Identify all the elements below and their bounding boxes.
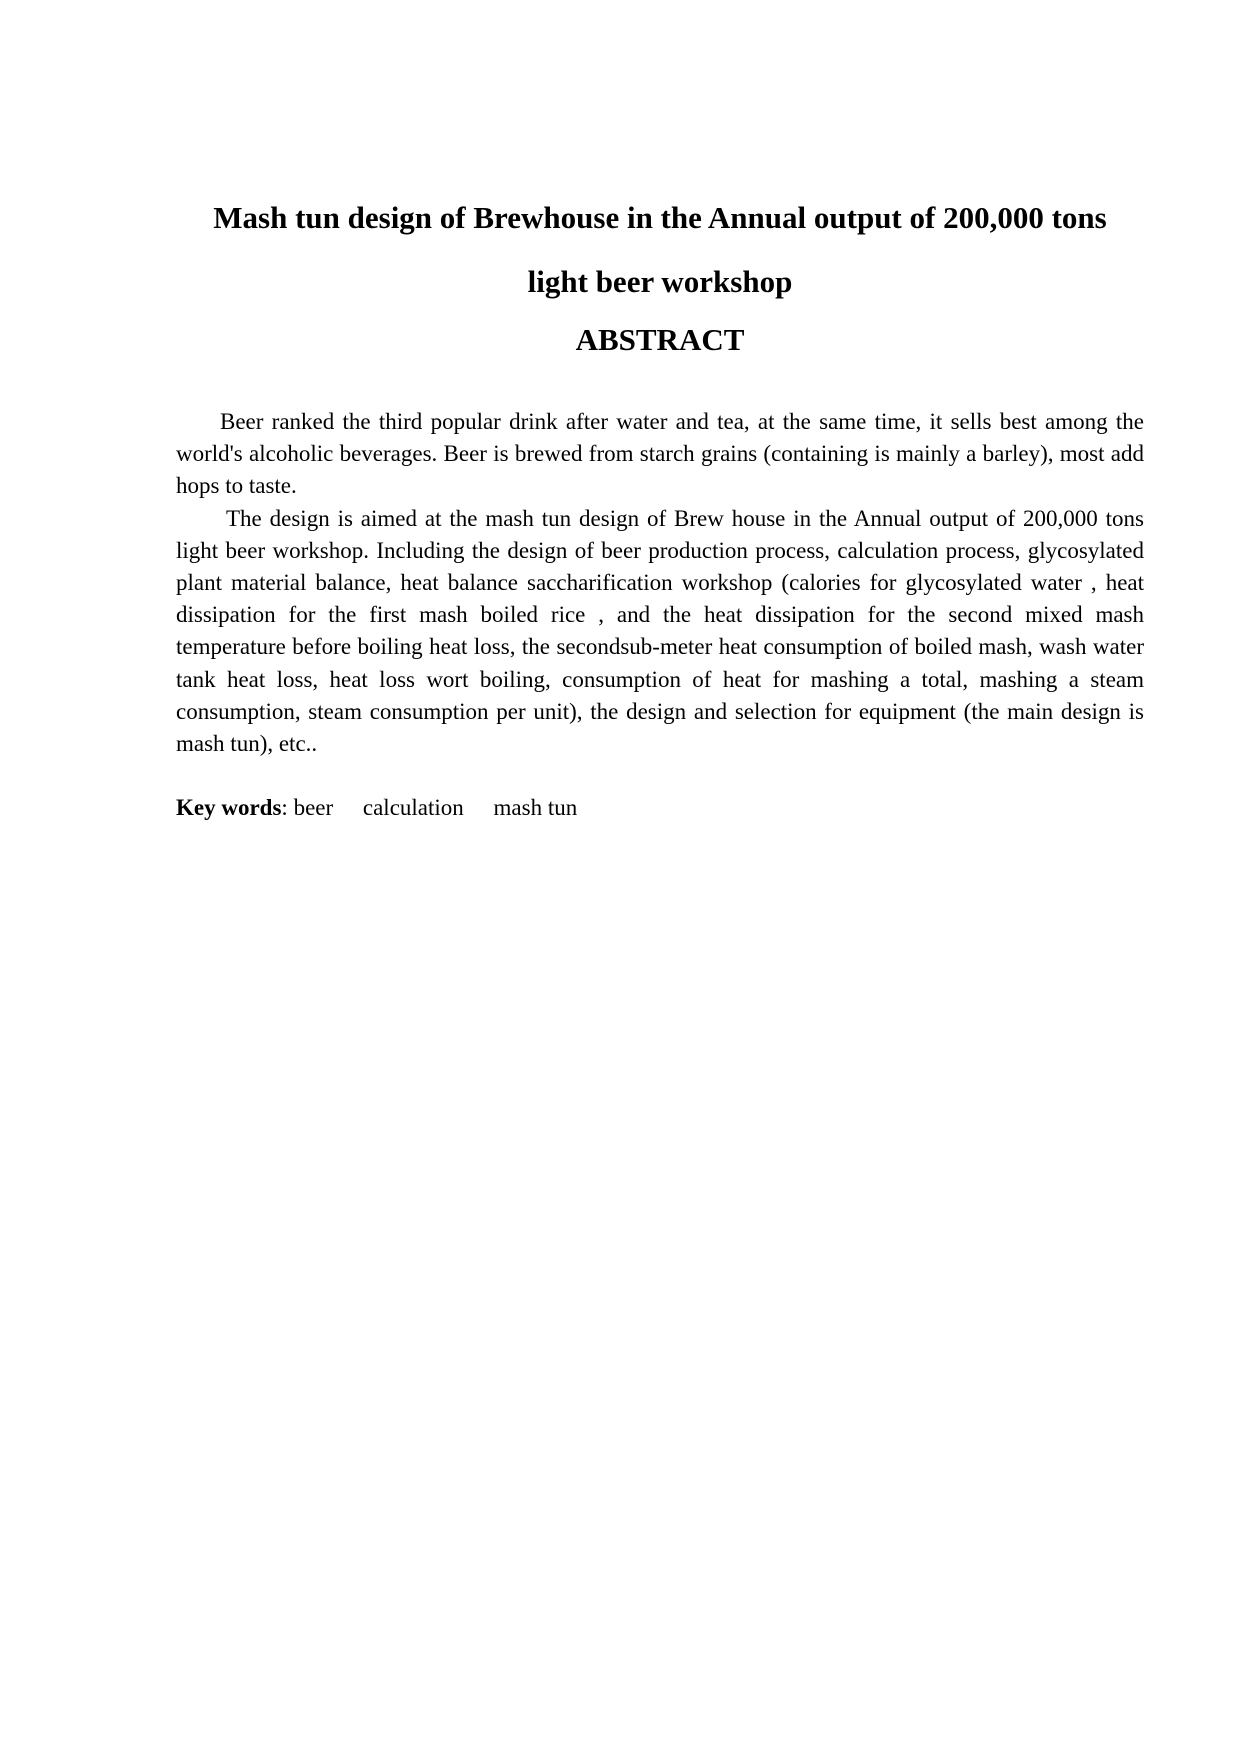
keyword-item: calculation: [362, 795, 464, 820]
keyword-item: beer: [293, 795, 334, 820]
keywords-separator: :: [281, 795, 288, 820]
abstract-paragraph-1: Beer ranked the third popular drink after water and tea, at the same time, it sells best among the world's alcoholic beverages. Beer is brewed from starch grains (containing is mainly a barley), most add hops to taste.: [176, 409, 1144, 499]
document-title: [160, 186, 1160, 314]
keywords-line: [176, 792, 1144, 824]
keywords-label: Key words: [176, 795, 282, 820]
keyword-item: mash tun: [493, 795, 578, 820]
abstract-heading: ABSTRACT: [575, 322, 745, 357]
title-line-2: light beer workshop: [527, 264, 793, 299]
abstract-paragraph-2: The design is aimed at the mash tun design of Brew house in the Annual output of 200,000 tons light beer workshop. Including the design of beer production process, calculation process, glycosylated plant material balance, heat balance saccharification workshop (calories for glycosylated water , heat dissipation for the first mash boiled rice , and the heat dissipation for the second mixed mash temperature before boiling heat loss, the secondsub-meter heat consumption of boiled mash, wash water tank heat loss, heat loss wort boiling, consumption of heat for mashing a total, mashing a steam consumption, steam consumption per unit), the design and selection for equipment (the main design is mash tun), etc..: [176, 505, 1144, 757]
abstract-body: [176, 406, 1144, 760]
title-line-1: Mash tun design of Brewhouse in the Annual output of 200,000 tons: [213, 200, 1107, 235]
